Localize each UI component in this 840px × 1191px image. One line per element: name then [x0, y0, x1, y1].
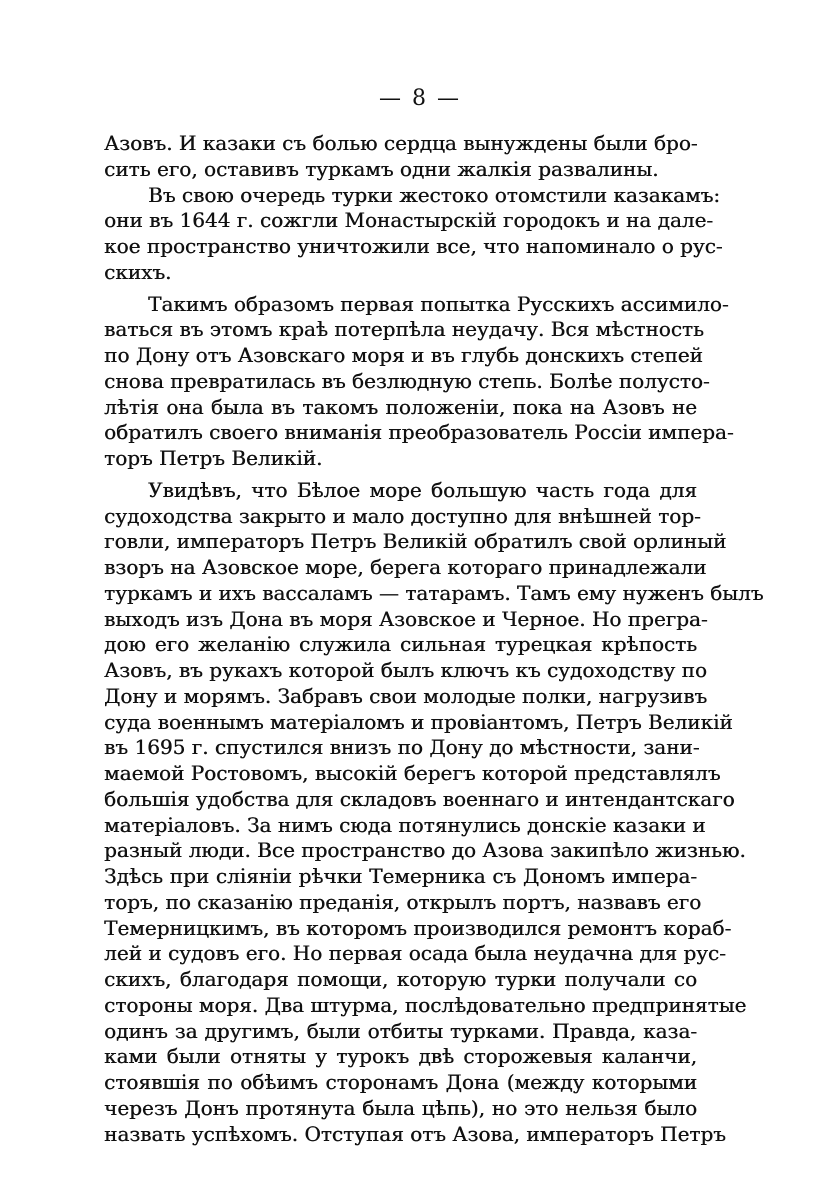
- text-line: одинъ за другимъ, были отбиты турками. Правда, каза-: [104, 1018, 697, 1043]
- text-line: суда военнымъ матеріаломъ и провіантомъ, Петръ Великій: [104, 709, 733, 734]
- text-line: скихъ.: [104, 259, 172, 284]
- text-line: лей и судовъ его. Но первая осада была неудачна для рус-: [104, 941, 726, 966]
- text-line: разный люди. Все пространство до Азова закипѣло жизнью.: [104, 838, 746, 863]
- text-line: матеріаловъ. За нимъ сюда потянулись донскіе казаки и: [104, 812, 706, 837]
- text-line: въ 1695 г. спустился внизъ по Дону до мѣстности, зани-: [104, 735, 700, 760]
- text-line: большія удобства для складовъ военнаго и интендантскаго: [104, 786, 735, 811]
- text-line: обратилъ своего вниманія преобразователь Россіи импера-: [104, 420, 734, 445]
- text-line: назвать успѣхомъ. Отступая отъ Азова, императоръ Петръ: [104, 1121, 726, 1146]
- page-number: — 8 —: [379, 86, 461, 111]
- text-line: торъ Петръ Великій.: [104, 446, 323, 470]
- text-line: маемой Ростовомъ, высокій берегъ которой представлялъ: [104, 761, 721, 785]
- text-line: Такимъ образомъ первая попытка Русскихъ ассимило-: [148, 291, 729, 316]
- text-line: ваться въ этомъ краѣ потерпѣла неудачу. Вся мѣстность: [104, 317, 704, 342]
- text-line: взоръ на Азовское море, берега котораго принадлежали: [104, 555, 707, 579]
- text-line: Въ свою очередь турки жестоко отомстили казакамъ:: [148, 182, 721, 207]
- text-line: Здѣсь при сліяніи рѣчки Темерника съ Дономъ импера-: [104, 864, 697, 888]
- text-line: дою его желанію служила сильная турецкая крѣпость: [104, 632, 697, 657]
- text-line: Азовъ. И казаки съ болью сердца вынуждены были бро-: [104, 131, 698, 155]
- body-text: [104, 131, 764, 1147]
- text-line: кое пространство уничтожили все, что напоминало о рус-: [104, 234, 723, 258]
- text-line: скихъ, благодаря помощи, которую турки получали со: [104, 967, 697, 991]
- text-line: Увидѣвъ, что Бѣлое море большую часть года для: [148, 477, 697, 502]
- text-line: сить его, оставивъ туркамъ одни жалкія развалины.: [104, 156, 659, 181]
- text-line: торъ, по сказанію преданія, открылъ портъ, назвавъ его: [104, 889, 702, 914]
- text-line: Темерницкимъ, въ которомъ производился ремонтъ кораб-: [104, 915, 732, 940]
- text-line: туркамъ и ихъ вассаламъ — татарамъ. Тамъ ему нуженъ былъ: [104, 580, 764, 605]
- text-line: лѣтія она была въ такомъ положеніи, пока на Азовъ не: [104, 394, 697, 419]
- text-line: Дону и морямъ. Забравъ свои молодые полки, нагрузивъ: [104, 683, 708, 708]
- text-line: снова превратилась въ безлюдную степь. Болѣе полусто-: [104, 368, 710, 393]
- text-line: выходъ изъ Дона въ моря Азовское и Черное. Но прегра-: [104, 606, 708, 631]
- text-line: ками были отняты у турокъ двѣ сторожевыя каланчи,: [104, 1044, 697, 1069]
- text-line: стоявшія по обѣимъ сторонамъ Дона (между которыми: [104, 1070, 697, 1094]
- text-line: Азовъ, въ рукахъ которой былъ ключъ къ судоходству по: [104, 658, 707, 682]
- text-line: они въ 1644 г. сожгли Монастырскій городокъ и на дале-: [104, 208, 714, 233]
- text-line: судоходства закрыто и мало доступно для внѣшней тор-: [104, 503, 701, 528]
- text-line: черезъ Донъ протянута была цѣпь), но это нельзя было: [104, 1095, 697, 1120]
- text-line: по Дону отъ Азовскаго моря и въ глубь донскихъ степей: [104, 343, 703, 367]
- text-line: говли, императоръ Петръ Великій обратилъ свой орлиный: [104, 529, 727, 554]
- text-line: стороны моря. Два штурма, послѣдовательно предпринятые: [104, 992, 747, 1017]
